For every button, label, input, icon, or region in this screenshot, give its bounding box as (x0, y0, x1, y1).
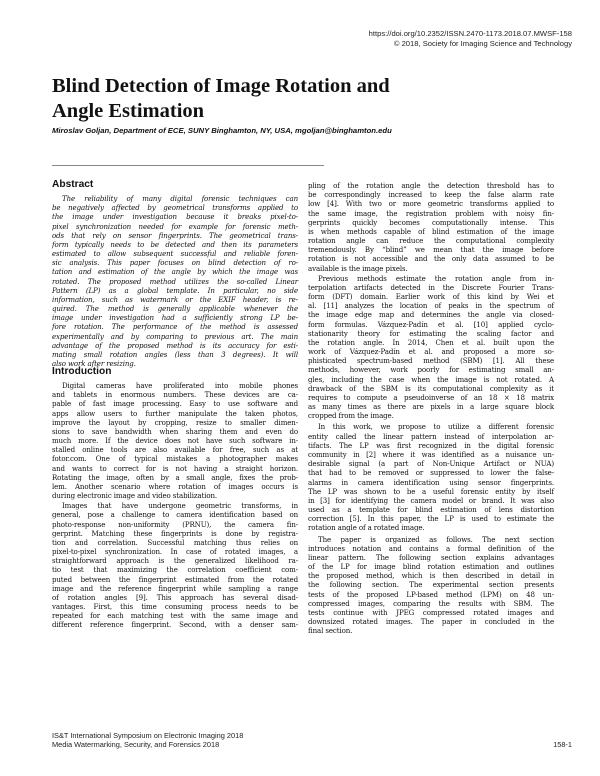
text-line: the same image, the registration problem with noisy fin- (308, 208, 554, 218)
text-line: gles, including the case when the image is not rotated. A (308, 374, 554, 384)
text-line: apps allow users to further manipulate the taken photos, (52, 408, 298, 418)
abstract-heading: Abstract (52, 179, 94, 190)
text-line: tion and correlation. Successful matching thus relies on (52, 537, 298, 547)
footer-symposium: IS&T International Symposium on Electronic Imaging 2018 (52, 731, 244, 740)
text-line: requires to compute a pseudoinverse of an 18 × 18 matrix (308, 392, 554, 402)
text-line: be correspondingly increased to keep the false alarm rate (308, 190, 554, 200)
text-line: information, such as watermark or the EXIF header, is re- (52, 294, 298, 304)
text-line: vantages. First, this time consuming process needs to be (52, 602, 298, 612)
text-line: rotation angle of a rotated image. (308, 523, 425, 533)
text-line: tio test that maximizing the correlation coefficient com- (52, 565, 298, 575)
text-line: linear pattern. The following section explains advantages (308, 552, 554, 562)
text-line: rotation angle can reduce the computational complexity (308, 236, 554, 246)
text-line: The reliability of many digital forensic techniques can (62, 194, 298, 203)
right-paragraph-4 (308, 535, 554, 636)
text-line: and tablets in enormous numbers. These devices are ca- (52, 390, 298, 400)
text-line: pixel-to-pixel synchronization. In case of rotated images, a (52, 547, 298, 557)
text-line: introduces notation and contains a formal definition of the (308, 543, 554, 553)
page-number: 158-1 (553, 740, 572, 749)
text-line: methods, however, work poorly for estimating small an- (308, 365, 554, 375)
text-line: is when methods capable of blind estimation of the image (308, 226, 554, 236)
footer-conference: Media Watermarking, Security, and Forensics 2018 (52, 740, 220, 750)
text-line: lem. Another scenario where rotation of images occurs is (52, 481, 298, 491)
text-line: final section. (308, 626, 353, 636)
text-line: as many times as there are pixels in a large square block (308, 402, 554, 412)
text-line: image under investigation had a sufficiently strong LP be- (52, 313, 298, 323)
text-line: al. [11] analyzes the location of peaks in the spectrum of (308, 301, 554, 311)
text-line: pable of fast image processing. Easy to use software and (52, 399, 298, 409)
text-line: pling of the rotation angle the detection threshold has to (308, 181, 554, 190)
text-line: In this work, we propose to utilize a different forensic (318, 422, 554, 432)
text-line: rotated. The proposed method utilizes the so-called Linear (52, 276, 298, 286)
right-paragraph-2 (308, 274, 554, 421)
text-line: repeated for each matching test with the same image and (52, 611, 298, 621)
text-line: estimated to allow subsequent successful and reliable foren- (52, 249, 298, 259)
text-line: during electronic image and video stabilization. (52, 491, 218, 501)
text-line: stationarity theory for estimating the scaling factor and (308, 328, 554, 338)
introduction-body (52, 381, 298, 630)
text-line: Pattern (LP) as a global template. In particular, no side (52, 285, 298, 295)
text-line: the image edge map and determines the angle via closed- (308, 310, 554, 320)
footer-venue (52, 731, 552, 750)
text-line: Rotating the image, often by a small angle, fixes the prob- (52, 472, 298, 482)
text-line: Images that have undergone geometric transforms, in (62, 501, 298, 511)
text-line: form formulas. Vázquez-Padín et al. [10] applied cyclo- (308, 319, 554, 329)
text-line: general, pose a challenge to camera identification based on (52, 510, 298, 520)
text-line: tation and estimation of the angle by which the image was (52, 267, 298, 277)
text-line: photo-response non-uniformity (PRNU), the camera fin- (52, 519, 298, 529)
text-line: that had to be removed or suppressed to lower the false- (308, 468, 554, 478)
text-line: available is the image pixels. (308, 263, 408, 273)
text-line: pixel synchronization needed for example for forensic meth- (52, 221, 298, 231)
text-line: form (DFT) domain. Earlier work of this kind by Wei et (308, 292, 554, 302)
title-divider (52, 165, 324, 166)
text-line: sic analysis. This paper focuses on blind detection of ro- (52, 258, 298, 268)
text-line: different reference fingerprint. Second, with a denser sam- (52, 620, 298, 630)
text-line: and wants to correct for is not having a straight horizon. (52, 463, 298, 473)
text-line: correction [5]. In this paper, the LP is used to estimate the (308, 514, 554, 524)
text-line: advantage of the proposed method is its accuracy for esti- (52, 340, 298, 350)
text-line: in [3] for identifying the camera model or brand. It was also (308, 495, 554, 505)
text-line: puted between the fingerprint estimated from the rotated (52, 574, 298, 584)
text-line: downsized rotated images. The paper in concluded in the (308, 617, 554, 627)
text-line: tests continue with JPEG compressed rotated images and (308, 607, 554, 617)
text-line: alarms in camera identification using sensor fingerprints. (308, 477, 554, 487)
text-line: compressed images, comparing the results with SBM. The (308, 598, 554, 608)
running-header (369, 29, 572, 48)
title-line-1: Blind Detection of Image Rotation and (52, 75, 390, 97)
text-line: much more. If the device does not have such software in- (52, 436, 298, 446)
text-line: terpolation artifacts detected in the Discrete Fourier Trans- (308, 282, 554, 292)
text-line: image and the reference fingerprint while sampling a range (52, 583, 298, 593)
introduction-heading: Introduction (52, 366, 112, 377)
text-line: improve the layout by cropping, resize to smaller dimen- (52, 417, 298, 427)
text-line: phisticated spectrum-based method (SBM) [1]. All these (308, 356, 554, 366)
text-line: the proposed method, which is then described in detail in (308, 571, 554, 581)
text-line: of rotation angles [9]. This approach has several disad- (52, 592, 298, 602)
text-line: drawback of the SBM is its computational complexity as it (308, 383, 554, 393)
text-line: desirable signal (a part of Non-Unique Artifact or NUA) (308, 459, 554, 469)
text-line: also work after resizing. (52, 359, 136, 369)
text-line: Digital cameras have proliferated into mobile phones (62, 381, 298, 390)
text-line: gerprints quickly becomes computationally intense. This (308, 217, 554, 227)
paper-title (52, 74, 472, 123)
text-line: cropped from the image. (308, 411, 394, 421)
text-line: sions to save bandwidth when sharing them and even do (52, 426, 298, 436)
text-line: form typically needs to be detected and then its parameters (52, 239, 298, 249)
author-affiliation: Miroslav Goljan, Department of ECE, SUNY Binghamton, NY, USA, mgoljan@binghamton.edu (52, 126, 392, 135)
text-line: used as a template for blind estimation of lens distortion (308, 505, 554, 515)
copyright-notice: © 2018, Society for Imaging Science and Technology (393, 38, 572, 48)
text-line: work of Vázquez-Padín et al. and proposed a more so- (308, 347, 554, 357)
intro-paragraph-1 (52, 381, 298, 500)
text-line: experimentally and by comparing to previous art. The main (52, 331, 298, 341)
text-line: entity called the linear pattern instead of interpolation ar- (308, 431, 554, 441)
text-line: low [4]. With two or more geometric transforms applied to (308, 199, 554, 209)
text-line: quired. The method is generally applicable whenever the (52, 304, 298, 314)
text-line: the rotation angle. In 2014, Chen et al. built upon the (308, 337, 554, 347)
text-line: Previous methods estimate the rotation angle from in- (318, 273, 554, 283)
text-line: straightforward approach is the generalized likelihood ra- (52, 556, 298, 566)
right-column-body (308, 181, 554, 635)
text-line: mating small rotation angles (less than 3 degrees). It will (52, 349, 298, 359)
text-line: community in [2] where it was identified as a nuisance un- (308, 449, 554, 459)
text-line: the image under investigation because it breaks pixel-to- (52, 212, 298, 222)
text-line: tifacts. The LP was first recognized in the digital forensic (308, 440, 554, 450)
doi-link[interactable]: https://doi.org/10.2352/ISSN.2470-1173.2018.07.MWSF-158 (368, 29, 572, 38)
text-line: fotor.com. One of typical mistakes a photographer makes (52, 454, 298, 464)
text-line: the following section. The experimental section presents (308, 580, 554, 590)
text-line: stalled online tools are also available for free, such as at (52, 445, 298, 455)
text-line: gerprint. Matching these fingerprints is done by registra- (52, 528, 298, 538)
right-paragraph-3 (308, 422, 554, 532)
text-line: fore rotation. The performance of the method is assessed (52, 322, 298, 332)
abstract-body (52, 194, 298, 368)
text-line: The LP was shown to be a useful forensic entity by itself (308, 486, 554, 496)
right-paragraph-1 (308, 181, 554, 273)
text-line: tests of the proposed LP-based method (LPM) on 48 un- (308, 589, 554, 599)
text-line: tremendously. By “blind” we mean that the image before (308, 245, 554, 255)
intro-paragraph-2 (52, 501, 298, 629)
text-line: rotation is not accessible and the only data assumed to be (308, 254, 554, 264)
text-line: of the LP for image blind rotation estimation and outlines (308, 562, 554, 572)
text-line: ods that rely on sensor fingerprints. The geometrical trans- (52, 230, 298, 240)
text-line: The paper is organized as follows. The next section (318, 534, 554, 544)
title-line-2: Angle Estimation (52, 99, 205, 122)
text-line: be negatively affected by geometrical transforms applied to (52, 203, 298, 213)
